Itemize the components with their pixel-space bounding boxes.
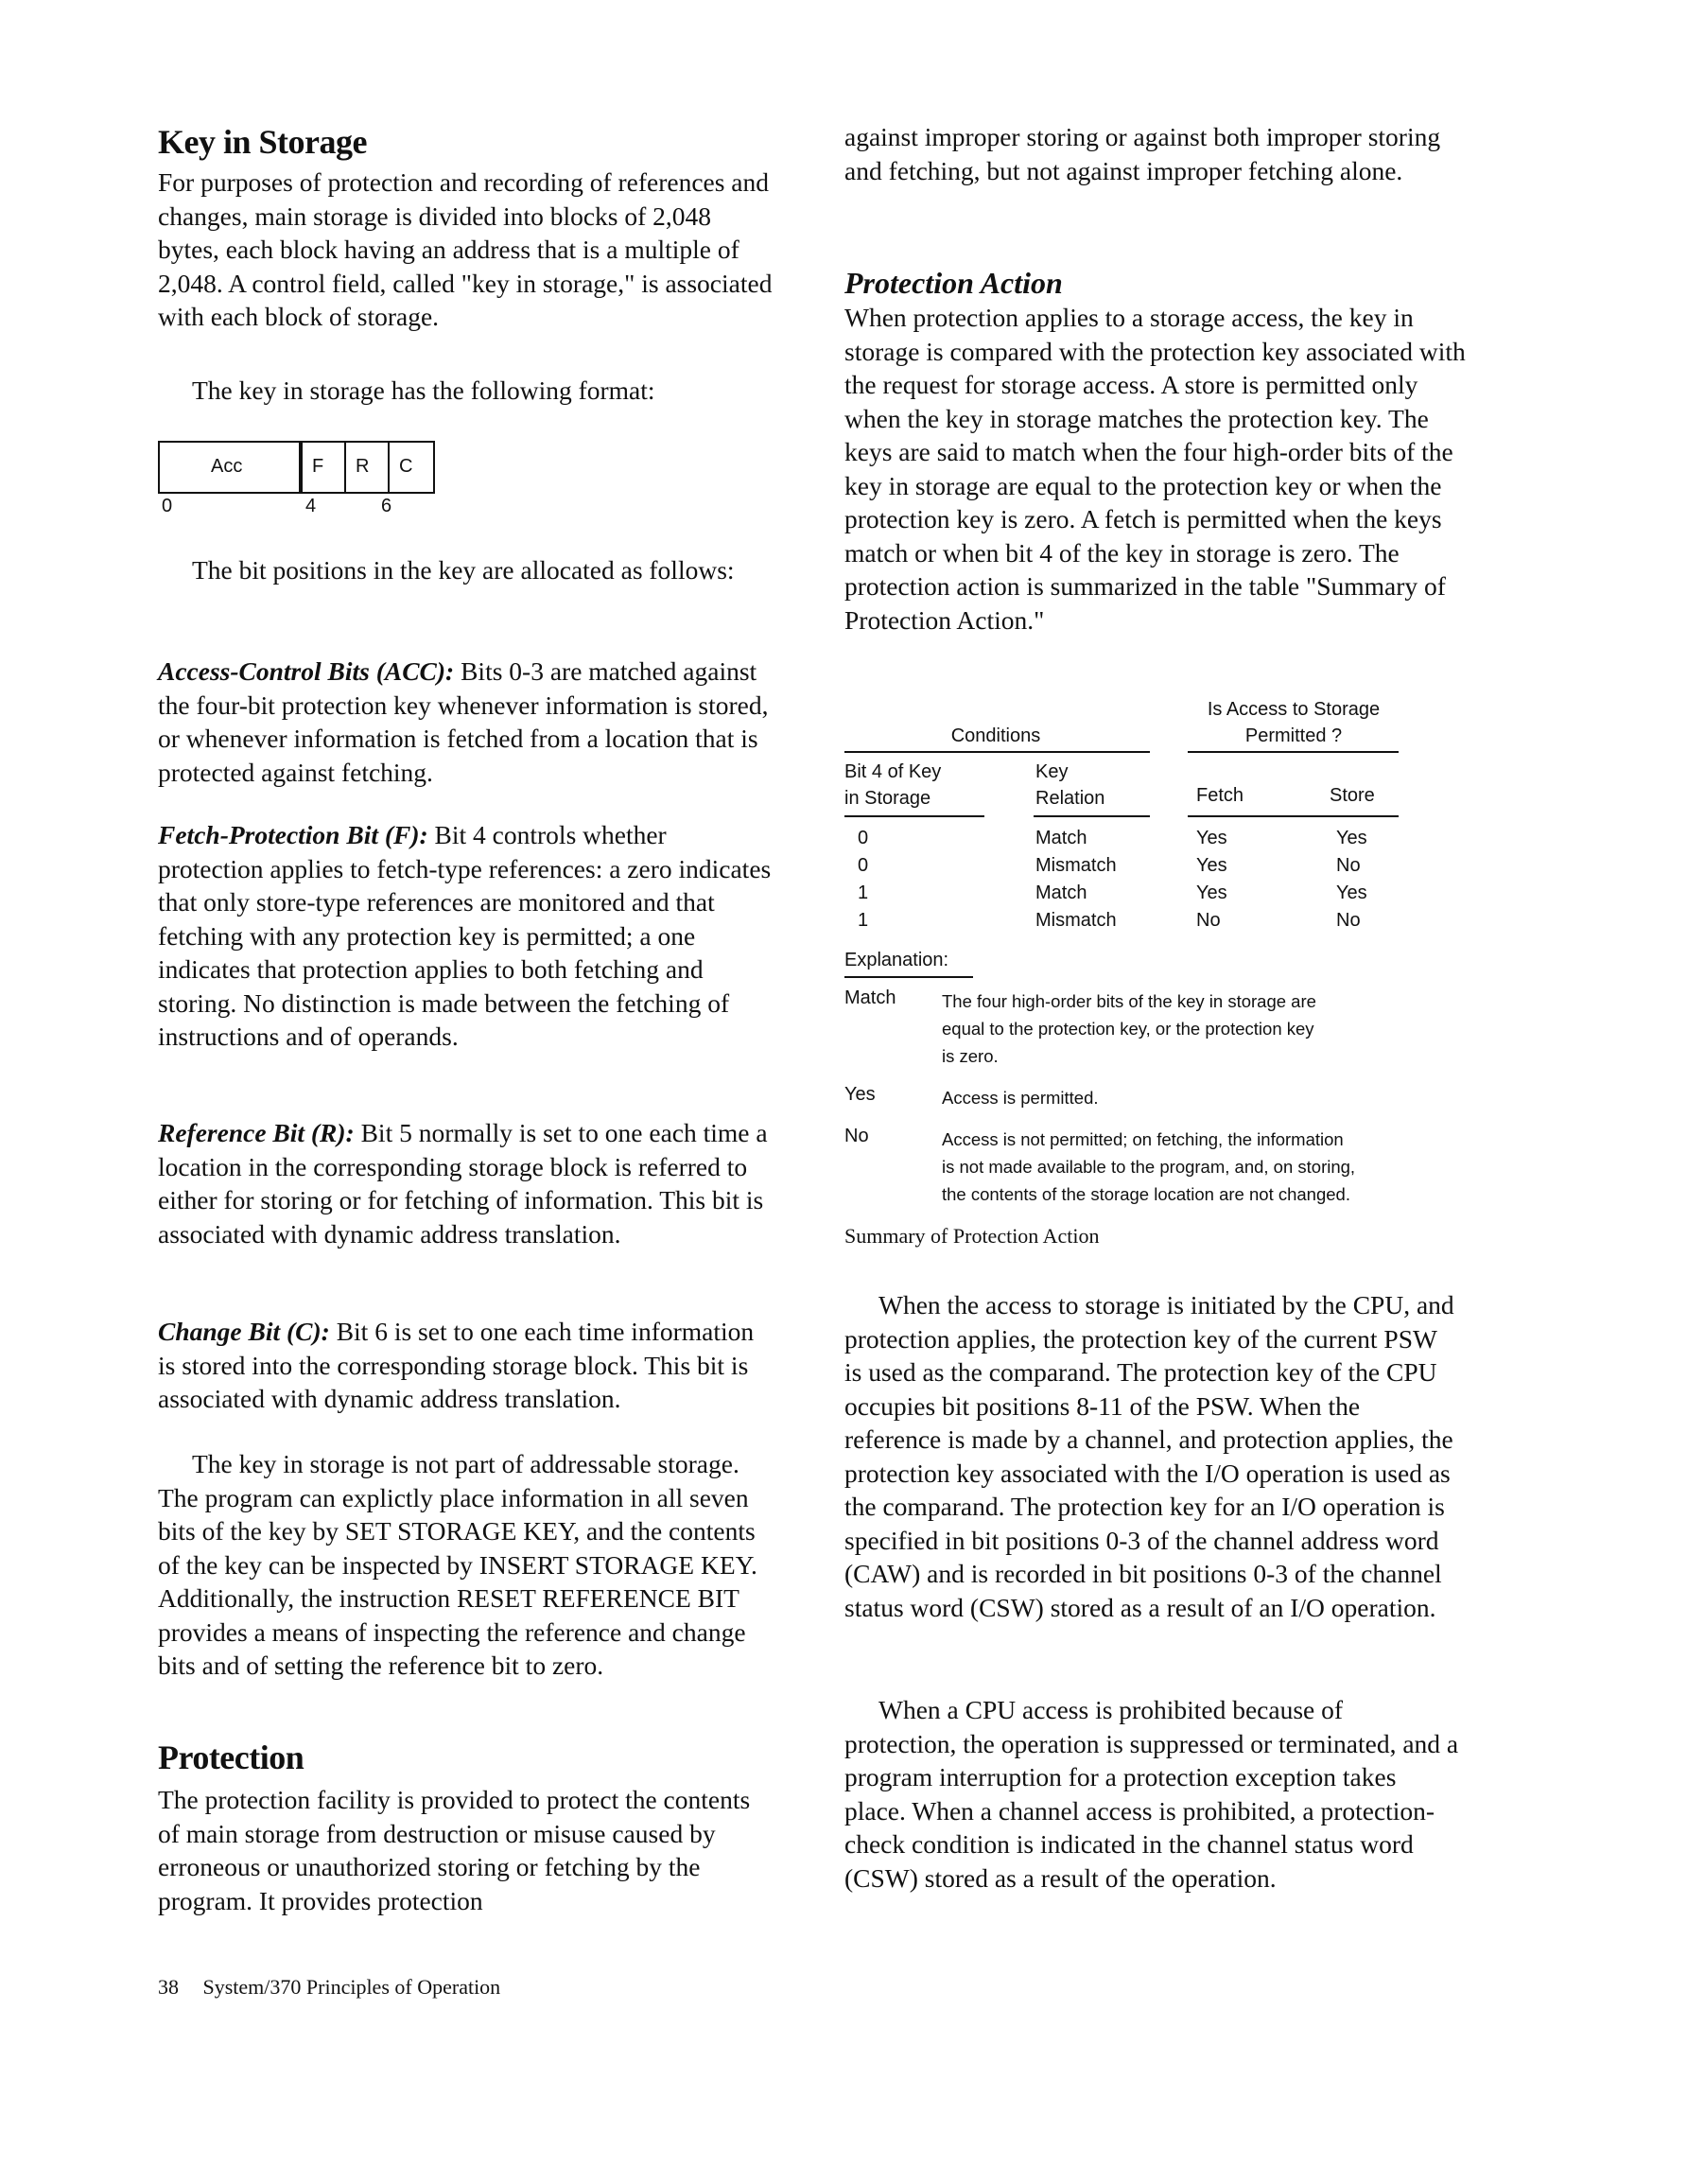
bit-6-label: 6 [381, 496, 392, 516]
header-key-relation: Key Relation [1035, 761, 1105, 809]
page-number: 38 [158, 1975, 179, 1999]
table-caption: Summary of Protection Action [844, 1224, 1100, 1248]
term: Access-Control Bits (ACC): [158, 656, 455, 686]
key-format-diagram [158, 441, 442, 516]
acc-field-label: Acc [211, 456, 243, 477]
header-access-permitted: Is Access to Storage Permitted ? [1207, 699, 1381, 746]
paragraph: The key in storage is not part of addressable storage. The program can explictly place information in all seven bits of the key by SET STORAGE KEY, and the contents of the key can be inspected by INSERT STORAGE KEY. Additionally, the instruction RESET REFERENCE BIT provides a means of inspecting the reference and change bits and of setting the reference bit to zero. [158, 1449, 757, 1680]
fetch-protection-bit-definition: Fetch-Protection Bit (F): Bit 4 controls whether protection applies to fetch-type references: a zero indicates that only store-type references are monitored and that fetching with any protection key is permitted; a one indicates that protection applies to both fetching and storing. No distinction is made between the fetching of instructions and of operands. [158, 820, 772, 1051]
paragraph: against improper storing or against both improper storing and fetching, but not against improper fetching alone. [844, 122, 1441, 185]
header-store: Store [1330, 785, 1375, 806]
explanation-term: Yes [844, 1084, 876, 1105]
bit-0-label: 0 [162, 496, 173, 516]
c-field-label: C [399, 456, 413, 477]
frc-fields [299, 441, 435, 494]
page-footer [158, 1975, 500, 2000]
acc-field [158, 441, 301, 494]
explanation-term: No [844, 1126, 869, 1146]
explanation-text: The four high-order bits of the key in storage are equal to the protection key, or the protection key is zero. [942, 991, 1316, 1066]
paragraph: The key in storage has the following format: [192, 376, 655, 405]
f-field-label: F [312, 456, 324, 477]
heading-key-in-storage: Key in Storage [158, 123, 367, 161]
header-fetch: Fetch [1196, 785, 1244, 806]
header-conditions: Conditions [950, 725, 1041, 746]
term: Fetch-Protection Bit (F): [158, 820, 428, 849]
protection-summary-table: Is Access to Storage Permitted ? Conditions Bit 4 of Key in Storage Key Relation Fetch Store 0 Match Yes Yes 0 Mismatch Yes No 1 Match Yes Yes 1 Mismatch No No Explanation: Match The four high-order bits of the key in storage are equal to the protection key, or the protection key is zero. Yes Access is permitted. No Access is not permitted; on fetching, the information is not made available to the program, and, on storing, the contents of the storage location are not changed. Summary of Protection Action [844, 689, 1469, 1256]
term: Reference Bit (R): [158, 1118, 355, 1147]
paragraph: When protection applies to a storage access, the key in storage is compared with the protection key associated with the request for storage access. A store is permitted only when the key in storage matches the protection key. The keys are said to match when the four high-order bits of the key in storage are equal to the protection key or when the protection key is zero. A fetch is permitted when the keys match or when bit 4 of the key in storage is zero. The protection action is summarized in the table "Summary of Protection Action." [844, 303, 1466, 635]
explanation-term: Match [844, 987, 896, 1008]
explanation-text: Access is permitted. [942, 1088, 1099, 1108]
r-field-label: R [356, 456, 370, 477]
acc-bits-definition: Access-Control Bits (ACC): Bits 0-3 are matched against the four-bit protection key whenever information is stored, or whenever information is fetched from a location that is protected against fetching. [158, 656, 769, 787]
term: Change Bit (C): [158, 1317, 330, 1346]
paragraph: The bit positions in the key are allocated as follows: [192, 555, 735, 585]
change-bit-definition: Change Bit (C): Bit 6 is set to one each time information is stored into the corresponding storage block. This bit is associated with dynamic address translation. [158, 1317, 755, 1413]
reference-bit-definition: Reference Bit (R): Bit 5 normally is set to one each time a location in the corresponding storage block is referred to either for storing or for fetching of information. This bit is associated with dynamic address translation. [158, 1118, 768, 1249]
explanation-label: Explanation: [844, 950, 949, 970]
paragraph: For purposes of protection and recording of references and changes, main storage is divided into blocks of 2,048 bytes, each block having an address that is a multiple of 2,048. A control field, called "key in storage," is associated with each block of storage. [158, 167, 773, 331]
paragraph: The protection facility is provided to protect the contents of main storage from destruction or misuse caused by erroneous or unauthorized storing or fetching by the program. It provides protection [158, 1785, 751, 1915]
paragraph: When the access to storage is initiated by the CPU, and protection applies, the protection key of the current PSW is used as the comparand. The protection key of the CPU occupies bit positions 8-11 of the PSW. When the reference is made by a channel, and protection applies, the protection key associated with the I/O operation is used as the comparand. The protection key for an I/O operation is specified in bit positions 0-3 of the channel address word (CAW) and is recorded in bit positions 0-3 of the channel status word (CSW) stored as a result of an I/O operation. [844, 1290, 1454, 1622]
explanation-text: Access is not permitted; on fetching, the information is not made available to the program, and, on storing, the contents of the storage location are not changed. [942, 1129, 1356, 1204]
bit-4-label: 4 [305, 496, 317, 516]
header-bit4: Bit 4 of Key in Storage [844, 761, 942, 809]
book-title: System/370 Principles of Operation [202, 1975, 501, 1999]
paragraph: When a CPU access is prohibited because of protection, the operation is suppressed or terminated, and a program interruption for a protection exception takes place. When a channel access is prohibited, a protection-check condition is indicated in the channel status word (CSW) stored as a result of the operation. [844, 1695, 1459, 1893]
heading-protection: Protection [158, 1738, 304, 1776]
heading-protection-action: Protection Action [844, 266, 1063, 300]
